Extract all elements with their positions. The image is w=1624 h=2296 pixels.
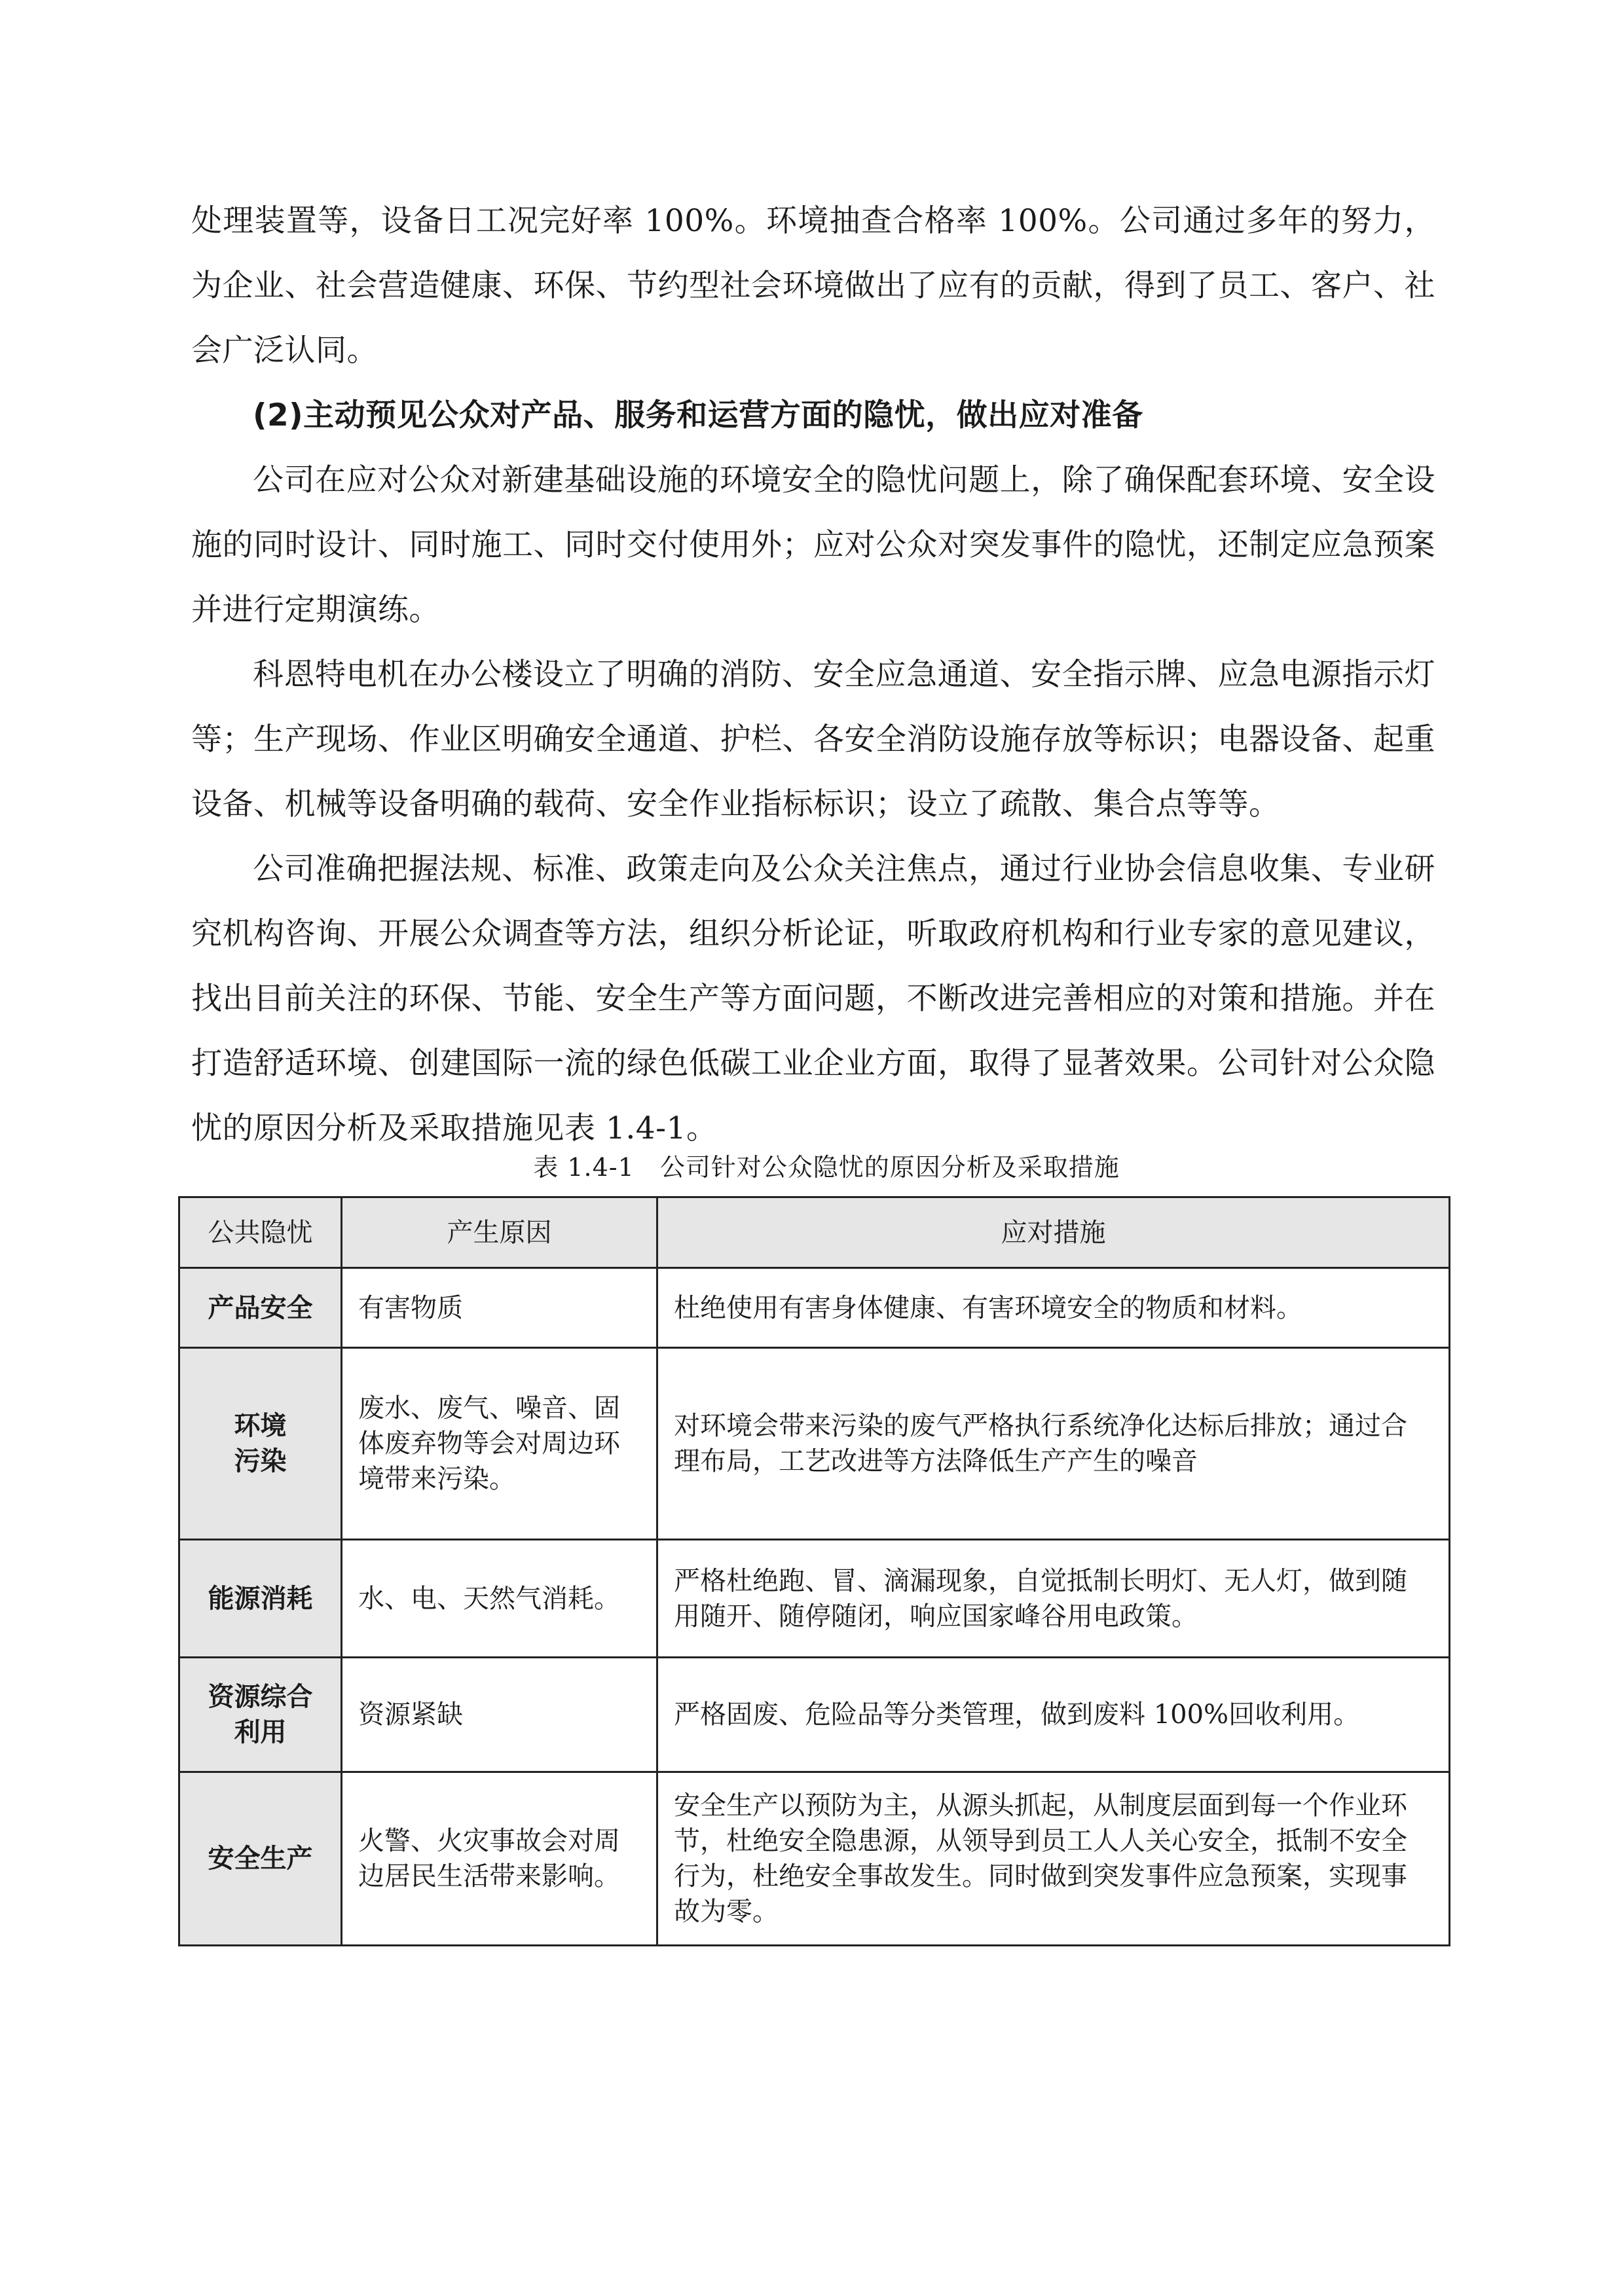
row-category: 资源综合 利用 <box>179 1658 342 1772</box>
header-concern: 公共隐忧 <box>179 1197 342 1268</box>
table-row <box>179 1658 1450 1772</box>
table-row <box>179 1348 1450 1540</box>
row-cause: 废水、废气、噪音、固体废弃物等会对周边环境带来污染。 <box>342 1348 657 1540</box>
row-cause: 水、电、天然气消耗。 <box>342 1540 657 1658</box>
paragraph-2: 公司在应对公众对新建基础设施的环境安全的隐忧问题上，除了确保配套环境、安全设施的同时设计、同时施工、同时交付使用外；应对公众对突发事件的隐忧，还制定应急预案并进行定期演练。 <box>191 462 1435 628</box>
header-cause: 产生原因 <box>342 1197 657 1268</box>
row-measure: 严格固废、危险品等分类管理，做到废料 100%回收利用。 <box>657 1658 1450 1772</box>
paragraph-3: 科恩特电机在办公楼设立了明确的消防、安全应急通道、安全指示牌、应急电源指示灯等；生产现场、作业区明确安全通道、护栏、各安全消防设施存放等标识；电器设备、起重设备、机械等设备明确的载荷、安全作业指标标识；设立了疏散、集合点等等。 <box>191 657 1435 822</box>
table-caption: 表 1.4-1 公司针对公众隐忧的原因分析及采取措施 <box>533 1153 1120 1182</box>
row-category: 产品安全 <box>179 1268 342 1348</box>
header-measure: 应对措施 <box>657 1197 1450 1268</box>
row-measure: 杜绝使用有害身体健康、有害环境安全的物质和材料。 <box>657 1268 1450 1348</box>
row-cause: 资源紧缺 <box>342 1658 657 1772</box>
document-page <box>191 189 1435 1927</box>
row-measure: 对环境会带来污染的废气严格执行系统净化达标后排放；通过合理布局，工艺改进等方法降低生产产生的噪音 <box>657 1348 1450 1540</box>
paragraph-1: 处理装置等，设备日工况完好率 100%。环境抽查合格率 100%。公司通过多年的努力，为企业、社会营造健康、环保、节约型社会环境做出了应有的贡献，得到了员工、客户、社会广泛认同。 <box>191 203 1435 369</box>
row-measure: 严格杜绝跑、冒、滴漏现象，自觉抵制长明灯、无人灯，做到随用随开、随停随闭，响应国家峰谷用电政策。 <box>657 1540 1450 1658</box>
table-row <box>179 1268 1450 1348</box>
row-category: 安全生产 <box>179 1772 342 1946</box>
row-category: 环境 污染 <box>179 1348 342 1540</box>
table-row <box>179 1772 1450 1946</box>
section-heading: (2)主动预见公众对产品、服务和运营方面的隐忧，做出应对准备 <box>253 397 1143 433</box>
row-category: 能源消耗 <box>179 1540 342 1658</box>
paragraph-4: 公司准确把握法规、标准、政策走向及公众关注焦点，通过行业协会信息收集、专业研究机构咨询、开展公众调查等方法，组织分析论证，听取政府机构和行业专家的意见建议，找出目前关注的环保、节能、安全生产等方面问题，不断改进完善相应的对策和措施。并在打造舒适环境、创建国际一流的绿色低碳工业企业方面，取得了显著效果。公司针对公众隐忧的原因分析及采取措施见表 1.4-1。 <box>191 851 1435 1146</box>
table-row <box>179 1540 1450 1658</box>
row-measure: 安全生产以预防为主，从源头抓起，从制度层面到每一个作业环节，杜绝安全隐患源，从领导到员工人人关心安全，抵制不安全行为，杜绝安全事故发生。同时做到突发事件应急预案，实现事故为零。 <box>657 1772 1450 1946</box>
row-cause: 火警、火灾事故会对周边居民生活带来影响。 <box>342 1772 657 1946</box>
table-header-row <box>179 1197 1450 1268</box>
row-cause: 有害物质 <box>342 1268 657 1348</box>
public-concerns-table <box>178 1196 1450 1946</box>
